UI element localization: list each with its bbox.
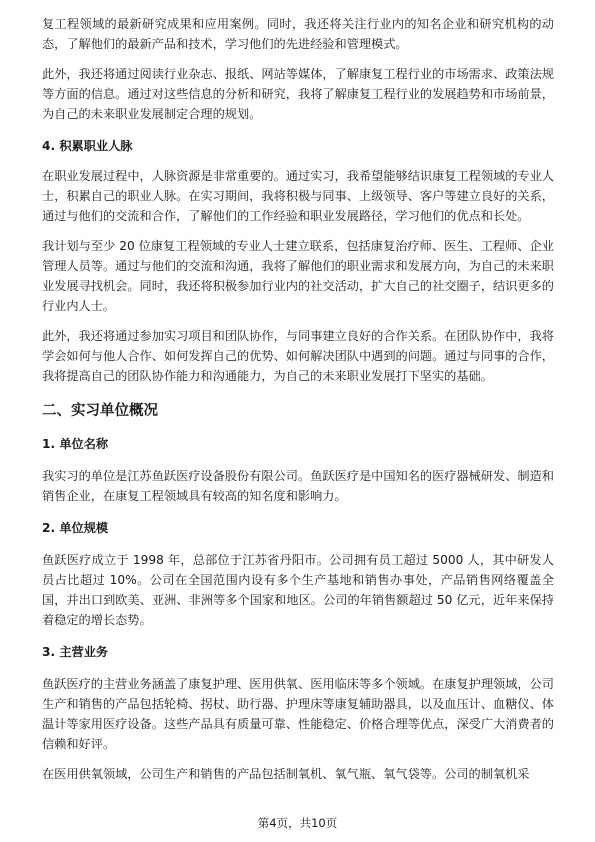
heading-main-business: 3. 主营业务 xyxy=(42,645,109,659)
paragraph-4: 我计划与至少 20 位康复工程领域的专业人士建立联系，包括康复治疗师、医生、工程师、企业管理人员等。通过与他们的交流和沟通，我将了解他们的职业需求和发展方向，为自己的未来职业发展寻找机会。同时，我还将积极参加行业内的社交活动，扩大自己的社交圈子，结识更多的行业内人士。 xyxy=(42,239,554,313)
heading-section-2: 二、实习单位概况 xyxy=(42,403,158,419)
heading-unit-scale: 2. 单位规模 xyxy=(42,521,109,535)
paragraph-6: 我实习的单位是江苏鱼跃医疗设备股份有限公司。鱼跃医疗是中国知名的医疗器械研发、制造和销售企业，在康复工程领域具有较高的知名度和影响力。 xyxy=(42,469,554,503)
document-body xyxy=(42,14,554,784)
page-number: 第4页，共10页 xyxy=(257,816,338,830)
paragraph-5: 此外，我还将通过参加实习项目和团队协作，与同事建立良好的合作关系。在团队协作中，我将学会如何与他人合作、如何发挥自己的优势、如何解决团队中遇到的问题。通过与同事的合作，我将提高自己的团队协作能力和沟通能力，为自己的未来职业发展打下坚实的基础。 xyxy=(42,329,554,383)
paragraph-2: 此外，我还将通过阅读行业杂志、报纸、网站等媒体，了解康复工程行业的市场需求、政策法规等方面的信息。通过对这些信息的分析和研究，我将了解康复工程行业的发展趋势和市场前景，为自己的未来职业发展制定合理的规划。 xyxy=(42,67,554,121)
paragraph-7: 鱼跃医疗成立于 1998 年，总部位于江苏省丹阳市。公司拥有员工超过 5000 人，其中研发人员占比超过 10%。公司在全国范围内设有多个生产基地和销售办事处，产品销售网络覆盖全国，并出口到欧美、亚洲、非洲等多个国家和地区。公司的年销售额超过 50 亿元，近年来保持着稳定的增长态势。 xyxy=(42,553,554,627)
paragraph-3: 在职业发展过程中，人脉资源是非常重要的。通过实习，我希望能够结识康复工程领域的专业人士，积累自己的职业人脉。在实习期间，我将积极与同事、上级领导、客户等建立良好的关系，通过与他们的交流和合作，了解他们的工作经验和职业发展路径，学习他们的优点和长处。 xyxy=(42,169,554,223)
heading-network: 4. 积累职业人脉 xyxy=(42,139,133,153)
paragraph-1: 复工程领域的最新研究成果和应用案例。同时，我还将关注行业内的知名企业和研究机构的动态，了解他们的最新产品和技术，学习他们的先进经验和管理模式。 xyxy=(42,17,554,51)
paragraph-8: 鱼跃医疗的主营业务涵盖了康复护理、医用供氧、医用临床等多个领域。在康复护理领域，公司生产和销售的产品包括轮椅、拐杖、助行器、护理床等康复辅助器具，以及血压计、血糖仪、体温计等家用医疗设备。这些产品具有质量可靠、性能稳定、价格合理等优点，深受广大消费者的信赖和好评。 xyxy=(42,677,554,751)
heading-unit-name: 1. 单位名称 xyxy=(42,437,109,451)
paragraph-9: 在医用供氧领域，公司生产和销售的产品包括制氧机、氧气瓶、氧气袋等。公司的制氧机采 xyxy=(42,767,530,781)
